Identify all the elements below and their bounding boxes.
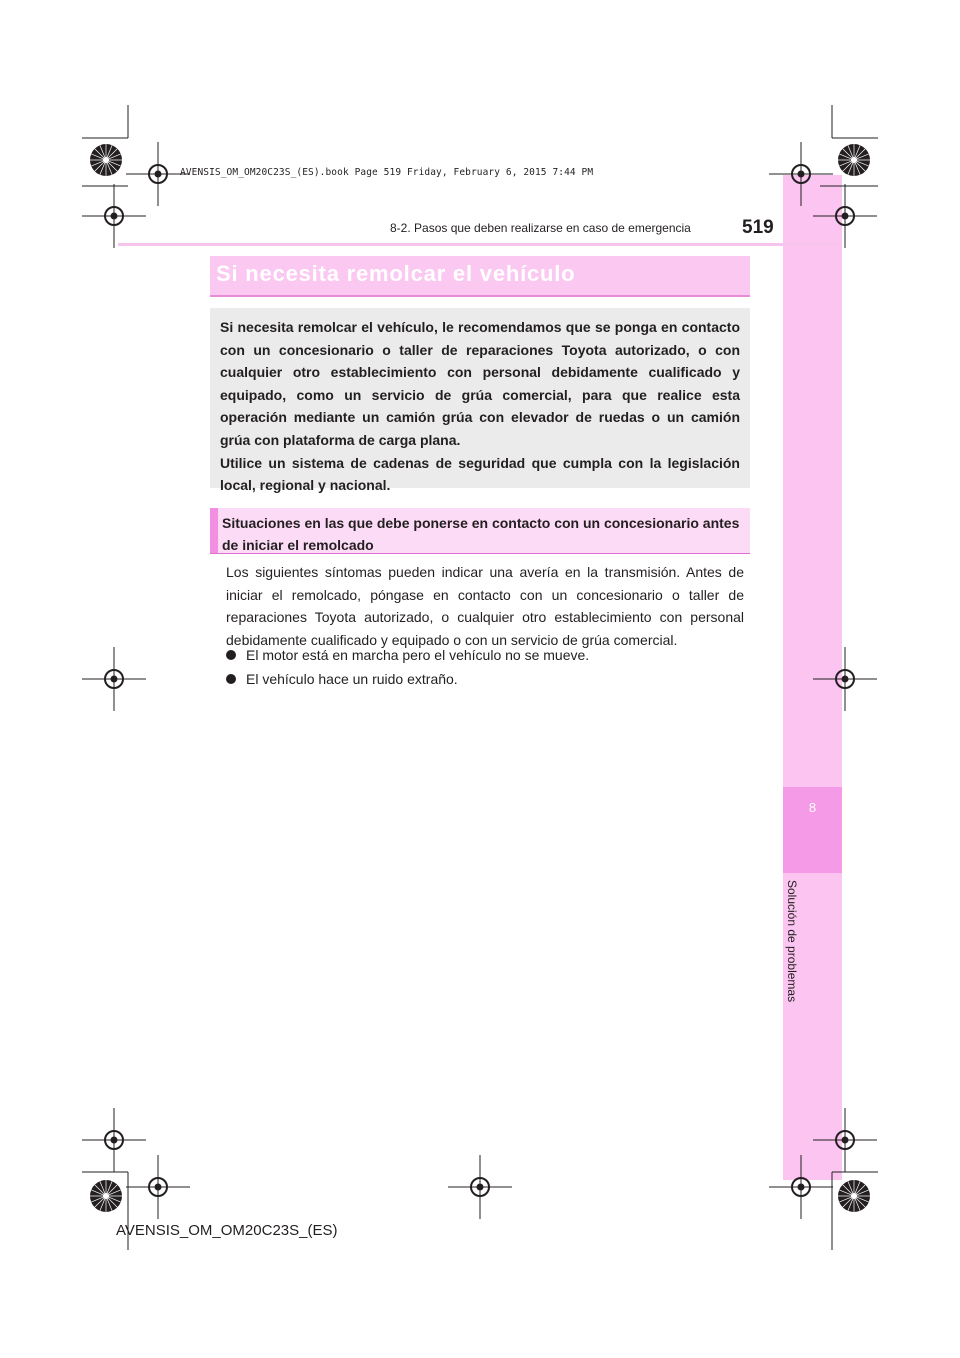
starburst-mark — [90, 144, 122, 176]
page-number: 519 — [742, 217, 774, 238]
chapter-label: Solución de problemas — [785, 880, 799, 1003]
intro-paragraph: Si necesita remolcar el vehículo, le recomendamos que se ponga en contacto con un concesionario o taller de reparaciones Toyota autorizado, o con cualquier otro establecimiento con personal debidamente cualificado y equipado, como un servicio de grúa comercial, para que realice esta operación mediante un camión grúa con elevador de ruedas o un camión grúa con plataforma de carga plana. — [220, 319, 740, 448]
starburst-mark — [90, 1180, 122, 1212]
registration-mark — [82, 647, 146, 711]
chapter-number: 8 — [808, 800, 817, 815]
footer-code: AVENSIS_OM_OM20C23S_(ES) — [116, 1222, 338, 1239]
subheading: Situaciones en las que debe ponerse en contacto con un concesionario antes de iniciar el remolcado — [222, 515, 740, 553]
registration-mark — [448, 1155, 512, 1219]
list-item-text: El motor está en marcha pero el vehículo no se mueve. — [246, 647, 590, 663]
registration-mark — [126, 1155, 190, 1219]
registration-mark — [769, 142, 833, 206]
registration-mark — [813, 647, 877, 711]
page-title: Si necesita remolcar el vehículo — [216, 261, 576, 286]
intro-paragraph-2: Utilice un sistema de cadenas de seguridad que cumpla con la legislación local, regional y nacional. — [220, 454, 740, 494]
starburst-mark — [838, 144, 870, 176]
book-stamp: AVENSIS_OM_OM20C23S_(ES).book Page 519 Friday, February 6, 2015 7:44 PM — [180, 167, 594, 178]
registration-mark — [82, 1108, 146, 1172]
registration-mark — [813, 184, 877, 248]
section-header: 8-2. Pasos que deben realizarse en caso de emergencia — [390, 221, 691, 235]
list-item-text: El vehículo hace un ruido extraño. — [246, 671, 458, 687]
registration-mark — [126, 142, 190, 206]
registration-mark — [82, 184, 146, 248]
registration-mark — [769, 1155, 833, 1219]
body-paragraph: Los siguientes síntomas pueden indicar una avería en la transmisión. Antes de iniciar el remolcado, póngase en contacto con un concesionario o taller de reparaciones Toyota autorizado, o cualquier otro establecimiento con personal debidamente cualificado y equipado o con un servicio de grúa comercial. — [226, 564, 744, 648]
starburst-mark — [838, 1180, 870, 1212]
registration-mark — [813, 1108, 877, 1172]
